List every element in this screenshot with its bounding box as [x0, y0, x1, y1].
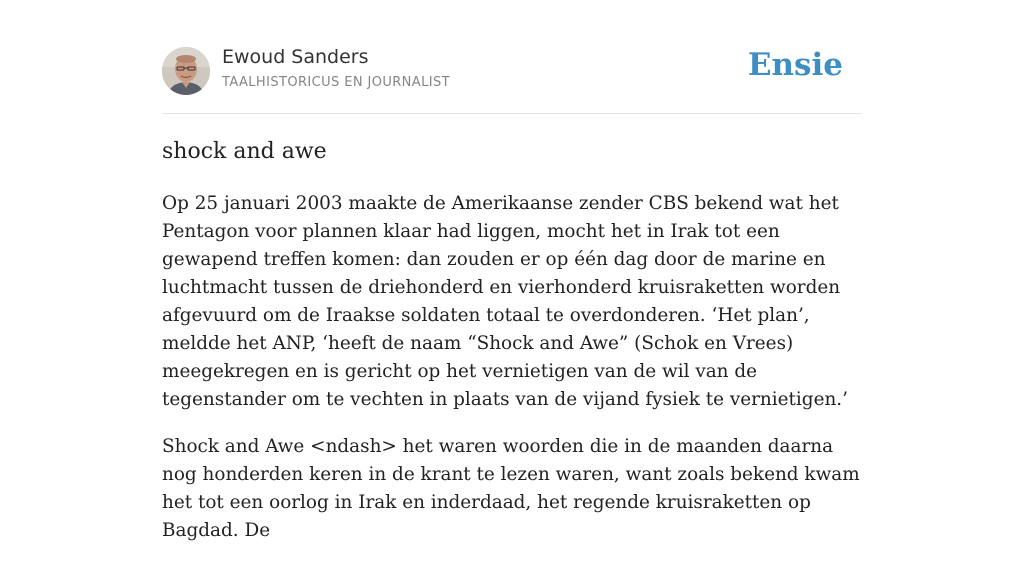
article-title: shock and awe [162, 139, 327, 164]
author-header [162, 0, 862, 114]
page-container [162, 0, 862, 541]
article-body [162, 190, 862, 564]
author-role: TAALHISTORICUS EN JOURNALIST [222, 75, 450, 90]
article-paragraph: Op 25 januari 2003 maakte de Amerikaanse zender CBS bekend wat het Pentagon voor plannen klaar had liggen, mocht het in Irak tot een gewapend treffen komen: dan zouden er op één dag door de marine en luchtmacht tussen de driehonderd en vierhonderd kruisraketten worden afgevuurd om de Iraakse soldaten totaal te overdonderen. ‘Het plan’, meldde het ANP, ‘heeft de naam “Shock and Awe” (Schok en Vrees) meegekregen en is gericht op het vernietigen van de wil van de tegenstander om te vechten in plaats van de vijand fysiek te vernietigen.’ [162, 193, 848, 410]
article-paragraph: Shock and Awe <ndash> het waren woorden die in de maanden daarna nog honderden keren in de krant te lezen waren, want zoals bekend kwam het tot een oorlog in Irak en inderdaad, het regende kruisraketten op Bagdad. De [162, 436, 860, 541]
author-name[interactable]: Ewoud Sanders [222, 46, 369, 68]
avatar-photo-icon [162, 47, 210, 95]
author-avatar[interactable] [162, 47, 210, 95]
ensie-logo-link[interactable]: Ensie [747, 47, 843, 83]
